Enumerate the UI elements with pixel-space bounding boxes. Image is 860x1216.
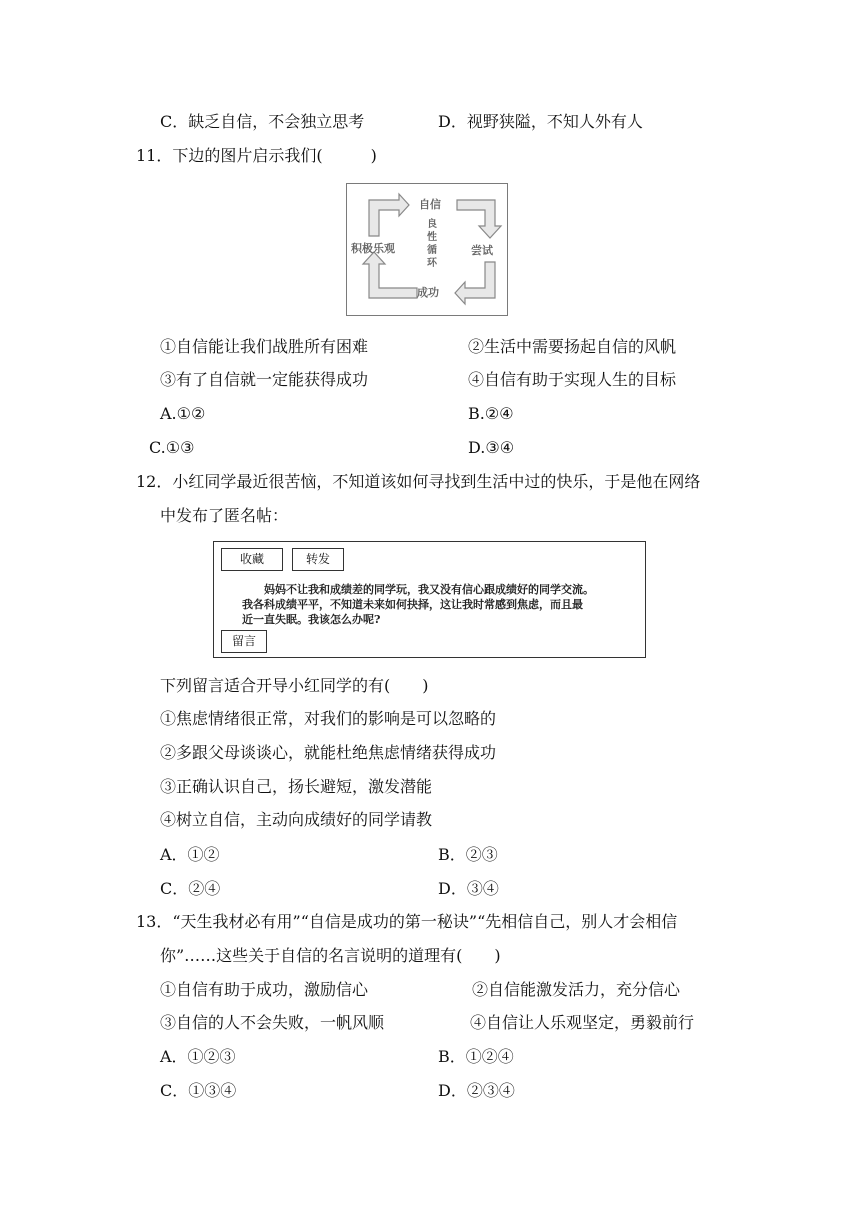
- arrow-bottom-left: [363, 252, 417, 298]
- comment-button[interactable]: 留言: [221, 630, 267, 653]
- center-char: 性: [427, 232, 437, 243]
- q13-stem-line1: 13．“天生我材必有用”“自信是成功的第一秘诀”“先相信自己，别人才会相信: [136, 912, 678, 931]
- q11-stem: 11．下边的图片启示我们( ): [136, 146, 377, 165]
- q11-cycle-diagram: [346, 183, 508, 316]
- arrow-bottom-right: [455, 262, 495, 304]
- q13-option-c: C．①③④: [160, 1081, 237, 1100]
- center-char: 环: [427, 258, 437, 269]
- collect-button[interactable]: 收藏: [221, 548, 283, 571]
- arrow-top-left: [369, 194, 409, 236]
- q12-option-b: B．②③: [438, 845, 498, 864]
- q11-option-d: D.③④: [468, 438, 515, 457]
- q13-option-b: B．①②④: [438, 1047, 514, 1066]
- forward-button[interactable]: 转发: [292, 548, 344, 571]
- q12-option-a: A．①②: [160, 845, 220, 864]
- q10-option-c: C．缺乏自信，不会独立思考: [160, 112, 365, 131]
- center-char: 循: [427, 245, 437, 256]
- q13-option-d: D．②③④: [438, 1081, 515, 1100]
- q12-option-c: C．②④: [160, 879, 221, 898]
- q12-statement-1: ①焦虑情绪很正常，对我们的影响是可以忽略的: [160, 709, 497, 728]
- q11-option-c: C.①③: [149, 438, 195, 457]
- q11-statement-2: ②生活中需要扬起自信的风帆: [468, 337, 677, 356]
- post-content: [242, 582, 642, 627]
- q13-statement-4: ④自信让人乐观坚定，勇毅前行: [470, 1013, 695, 1032]
- q11-statement-3: ③有了自信就一定能获得成功: [160, 370, 369, 389]
- q11-option-a: A.①②: [160, 404, 206, 423]
- q12-stem-line2: 中发布了匿名帖：: [160, 506, 289, 525]
- forum-post-box: [213, 541, 646, 658]
- q12-prompt: 下列留言适合开导小红同学的有( ): [160, 676, 429, 695]
- q12-stem-line1: 12．小红同学最近很苦恼，不知道该如何寻找到生活中过的快乐，于是他在网络: [136, 472, 701, 491]
- cycle-label-right: 尝试: [471, 244, 493, 257]
- cycle-center-text: [425, 218, 439, 270]
- q11-statement-1: ①自信能让我们战胜所有困难: [160, 337, 369, 356]
- q13-statement-1: ①自信有助于成功，激励信心: [160, 980, 369, 999]
- q10-option-d: D．视野狭隘，不知人外有人: [438, 112, 643, 131]
- q13-statement-2: ②自信能激发活力，充分信心: [472, 980, 681, 999]
- q11-statement-4: ④自信有助于实现人生的目标: [468, 370, 677, 389]
- q11-option-b: B.②④: [468, 404, 514, 423]
- cycle-label-top: 自信: [419, 198, 441, 211]
- cycle-label-left: 积极乐观: [351, 242, 395, 255]
- post-text-line1: 妈妈不让我和成绩差的同学玩，我又没有信心跟成绩好的同学交流。: [264, 583, 594, 596]
- q12-statement-2: ②多跟父母谈谈心，就能杜绝焦虑情绪获得成功: [160, 743, 497, 762]
- q13-option-a: A．①②③: [160, 1047, 236, 1066]
- center-char: 良: [427, 219, 437, 230]
- q12-option-d: D．③④: [438, 879, 499, 898]
- post-text-line2: 我各科成绩平平，不知道未来如何抉择，这让我时常感到焦虑，而且最: [242, 598, 583, 611]
- q13-stem-line2: 你”……这些关于自信的名言说明的道理有( ): [160, 946, 501, 965]
- q13-statement-3: ③自信的人不会失败，一帆风顺: [160, 1013, 385, 1032]
- q12-statement-3: ③正确认识自己，扬长避短，激发潜能: [160, 777, 433, 796]
- cycle-label-bottom: 成功: [417, 286, 439, 299]
- arrow-top-right: [457, 200, 501, 238]
- q12-statement-4: ④树立自信，主动向成绩好的同学请教: [160, 810, 433, 829]
- post-text-line3: 近一直失眠。我该怎么办呢?: [242, 613, 381, 626]
